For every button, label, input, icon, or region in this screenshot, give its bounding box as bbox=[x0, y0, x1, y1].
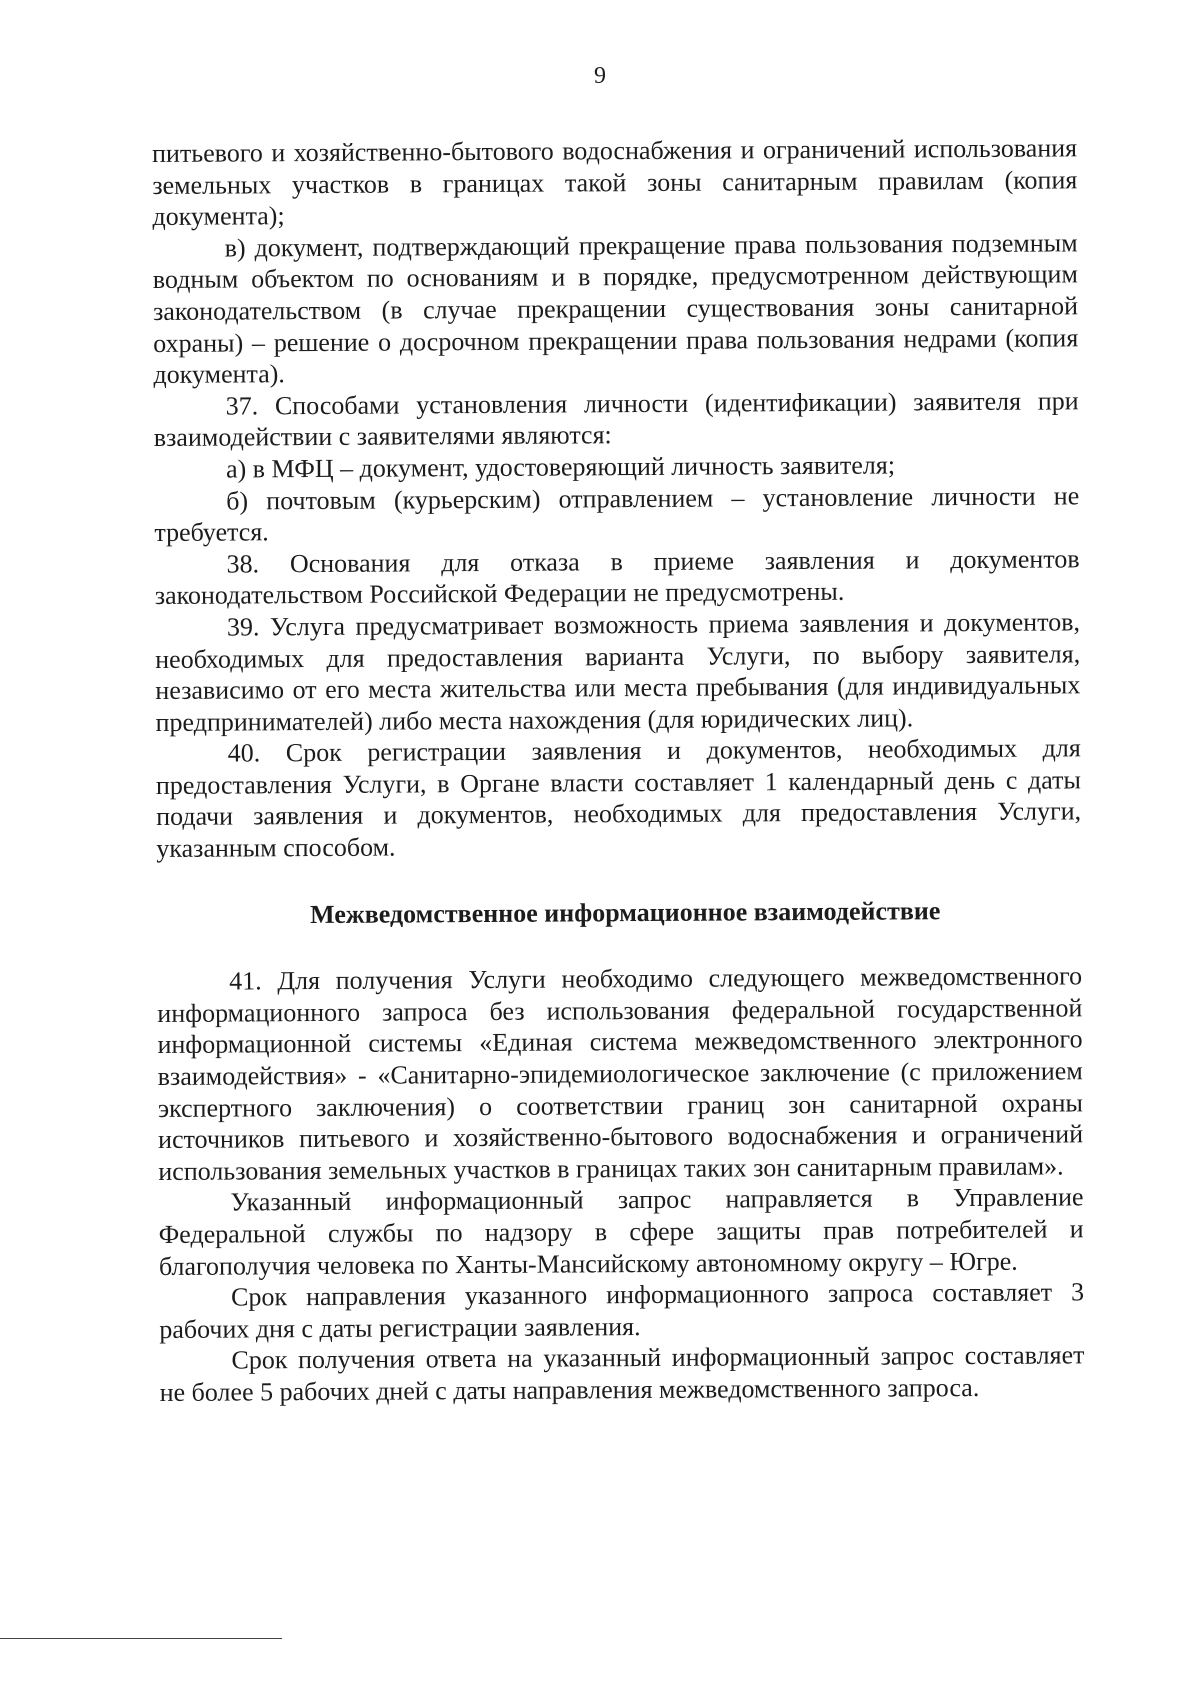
paragraph-40: 40. Срок регистрации заявления и документов, необходимых для предоставления Услуги, в Органе власти составляет 1 календарный день с даты подачи заявления и документов, необходимых для предоставления Услуги, указанным способом. bbox=[155, 733, 1082, 864]
page-number: 9 bbox=[594, 63, 606, 89]
paragraph-38: 38. Основания для отказа в приеме заявления и документов законодательством Российской Федерации не предусмотрены. bbox=[154, 544, 1080, 611]
paragraph-item-v: в) документ, подтверждающий прекращение права пользования подземным водным объектом по основаниям и в порядке, предусмотренном действующим законодательством (в случае прекращении существования зоны санитарной охраны) – решение о досрочном прекращении права пользования недрами (копия документа). bbox=[152, 228, 1079, 390]
paragraph-37-a: а) в МФЦ – документ, удостоверяющий личность заявителя; bbox=[225, 450, 896, 484]
paragraph-request-recipient: Указанный информационный запрос направляется в Управление Федеральной службы по надзору в сфере защиты прав потребителей и благополучия человека по Ханты-Мансийскому автономному округу – Югре. bbox=[158, 1182, 1084, 1281]
paragraph-continuation: питьевого и хозяйственно-бытового водоснабжения и ограничений использования земельных участков в границах такой зоны санитарным правилам (копия документа); bbox=[152, 133, 1078, 232]
paragraph-response-deadline: Срок получения ответа на указанный информационный запрос составляет не более 5 рабочих дней с даты направления межведомственного запроса. bbox=[159, 1340, 1085, 1407]
paragraph-37-b: б) почтовым (курьерским) отправлением – установление личности не требуется. bbox=[154, 480, 1080, 548]
document-body bbox=[152, 132, 1085, 1408]
paragraph-41: 41. Для получения Услуги необходимо следующего межведомственного информационного запроса без использования федеральной государственной информационной системы «Единая система межведомственного электронного взаимодействия» - «Санитарно-эпидемиологическое заключение (с приложением экспертного заключения) о соответствии границ зон санитарной охраны источников питьевого и хозяйственно-бытового водоснабжения и ограничений использования земельных участков в границах таких зон санитарным правилам». bbox=[157, 961, 1084, 1186]
section-heading: Межведомственное информационное взаимодействие bbox=[310, 895, 941, 929]
paragraph-39: 39. Услуга предусматривает возможность приема заявления и документов, необходимых для предоставления варианта Услуги, по выбору заявителя, независимо от его места жительства или места пребывания (для индивидуальных предпринимателей) либо места нахождения (для юридических лиц). bbox=[155, 607, 1081, 737]
paragraph-request-deadline: Срок направления указанного информационного запроса составляет 3 рабочих дня с даты регистрации заявления. bbox=[159, 1277, 1085, 1344]
footer-divider bbox=[0, 1638, 282, 1639]
paragraph-37: 37. Способами установления личности (идентификации) заявителя при взаимодействии с заявителями являются: bbox=[153, 386, 1079, 453]
